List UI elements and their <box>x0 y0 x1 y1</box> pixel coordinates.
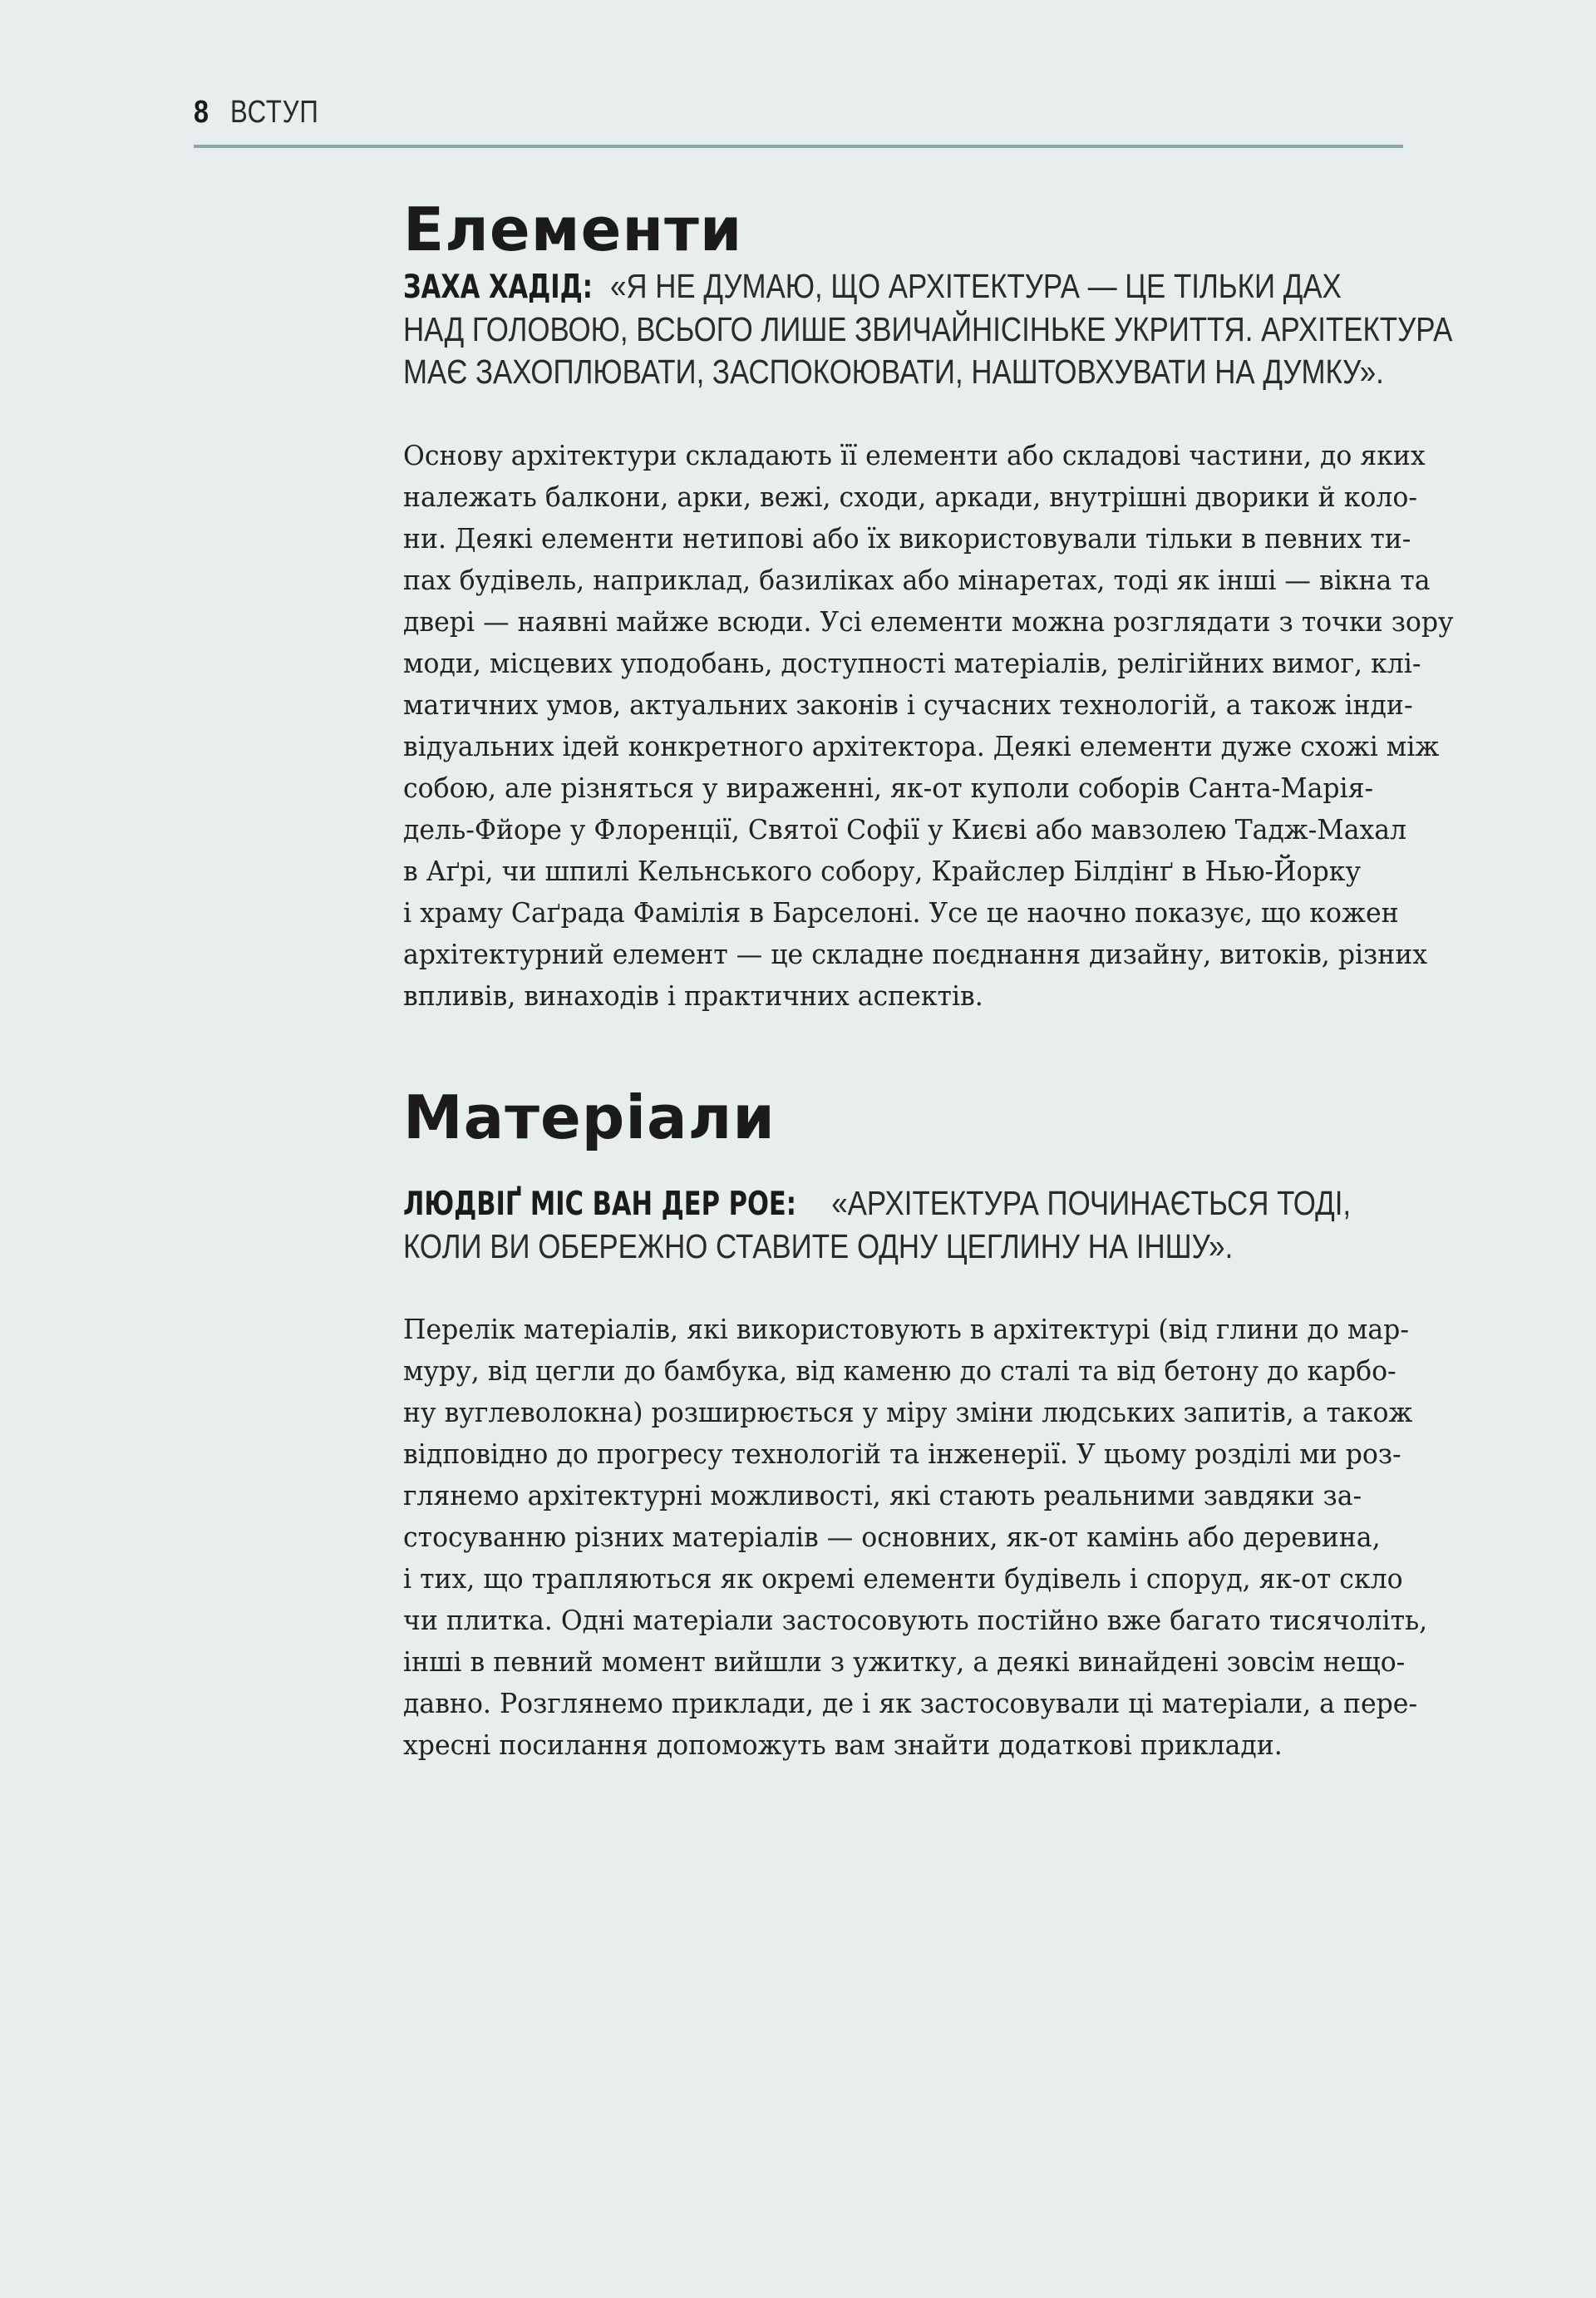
section-label: ВСТУП <box>230 95 319 130</box>
epigraph-quote-materials <box>403 1182 1351 1268</box>
section-heading-elements: Елементи <box>403 195 743 264</box>
epigraph-quote-elements <box>403 265 1452 393</box>
quote-author: ЗАХА ХАДІД: <box>403 269 594 306</box>
section-heading-materials: Матеріали <box>403 1082 776 1152</box>
quote-author: ЛЮДВІҐ МІС ВАН ДЕР РОЕ: <box>403 1186 796 1223</box>
body-paragraph-elements: Основу архітектури складають її елементи або складові частини, до яких належать балкони, арки, вежі, сходи, аркади, внутрішні дворики й коло- ни. Деякі елементи нетипові або їх використовували тільки в певних ти- пах будівель, наприклад, базиліках або мінаретах, тоді як інші — вікна та двері — наявні майже всюди. Усі елементи можна розглядати з точки зору моди, місцевих уподобань, доступності матеріалів, релігійних вимог, клі- матичних умов, актуальних законів і сучасних технологій, а також інди- відуальних ідей конкретного архітектора. Деякі елементи дуже схожі між собою, але різняться у вираженні, як-от куполи соборів Санта-Марія- дель-Фйоре у Флоренції, Святої Софії у Києві або мавзолею Тадж-Махал в Аґрі, чи шпилі Кельнського собору, Крайслер Білдінґ в Нью-Йорку і храму Саґрада Фамілія в Барселоні. Усе це наочно показує, що кожен архітектурний елемент — це складне поєднання дизайну, витоків, різних впливів, винаходів і практичних аспектів. <box>403 439 1454 1012</box>
body-paragraph-materials: Перелік матеріалів, які використовують в архітектурі (від глини до мар- муру, від цегли до бамбука, від каменю до сталі та від бетону до карбо- ну вуглеволокна) розширюється у міру зміни людських запитів, а також відповідно до прогресу технологій та інженерії. У цьому розділі ми роз- глянемо архітектурні можливості, які стають реальними завдяки за- стосуванню різних матеріалів — основних, як-от камінь або деревина, і тих, що трапляються як окремі елементи будівель і споруд, як-от скло чи плитка. Одні матеріали застосовують постійно вже багато тисячоліть, інші в певний момент вийшли з ужитку, а деякі винайдені зовсім нещо- давно. Розглянемо приклади, де і як застосовували ці матеріали, а пере- хресні посилання допоможуть вам знайти додаткові приклади. <box>403 1313 1428 1761</box>
quote-text: «Я НЕ ДУМАЮ, ЩО АРХІТЕКТУРА — ЦЕ ТІЛЬКИ ДАХ НАД ГОЛОВОЮ, ВСЬОГО ЛИШЕ ЗВИЧАЙНІСІНЬКЕ УКРИТТЯ. АРХІТЕКТУРА МАЄ ЗАХОПЛЮВАТИ, ЗАСПОКОЮВАТИ, НАШТОВХУВАТИ НА ДУМКУ». <box>403 267 1453 391</box>
page-number: 8 <box>194 95 209 130</box>
quote-text: «АРХІТЕКТУРА ПОЧИНАЄТЬСЯ ТОДІ, КОЛИ ВИ ОБЕРЕЖНО СТАВИТЕ ОДНУ ЦЕГЛИНУ НА ІНШУ». <box>403 1184 1352 1265</box>
running-head <box>194 93 1403 148</box>
